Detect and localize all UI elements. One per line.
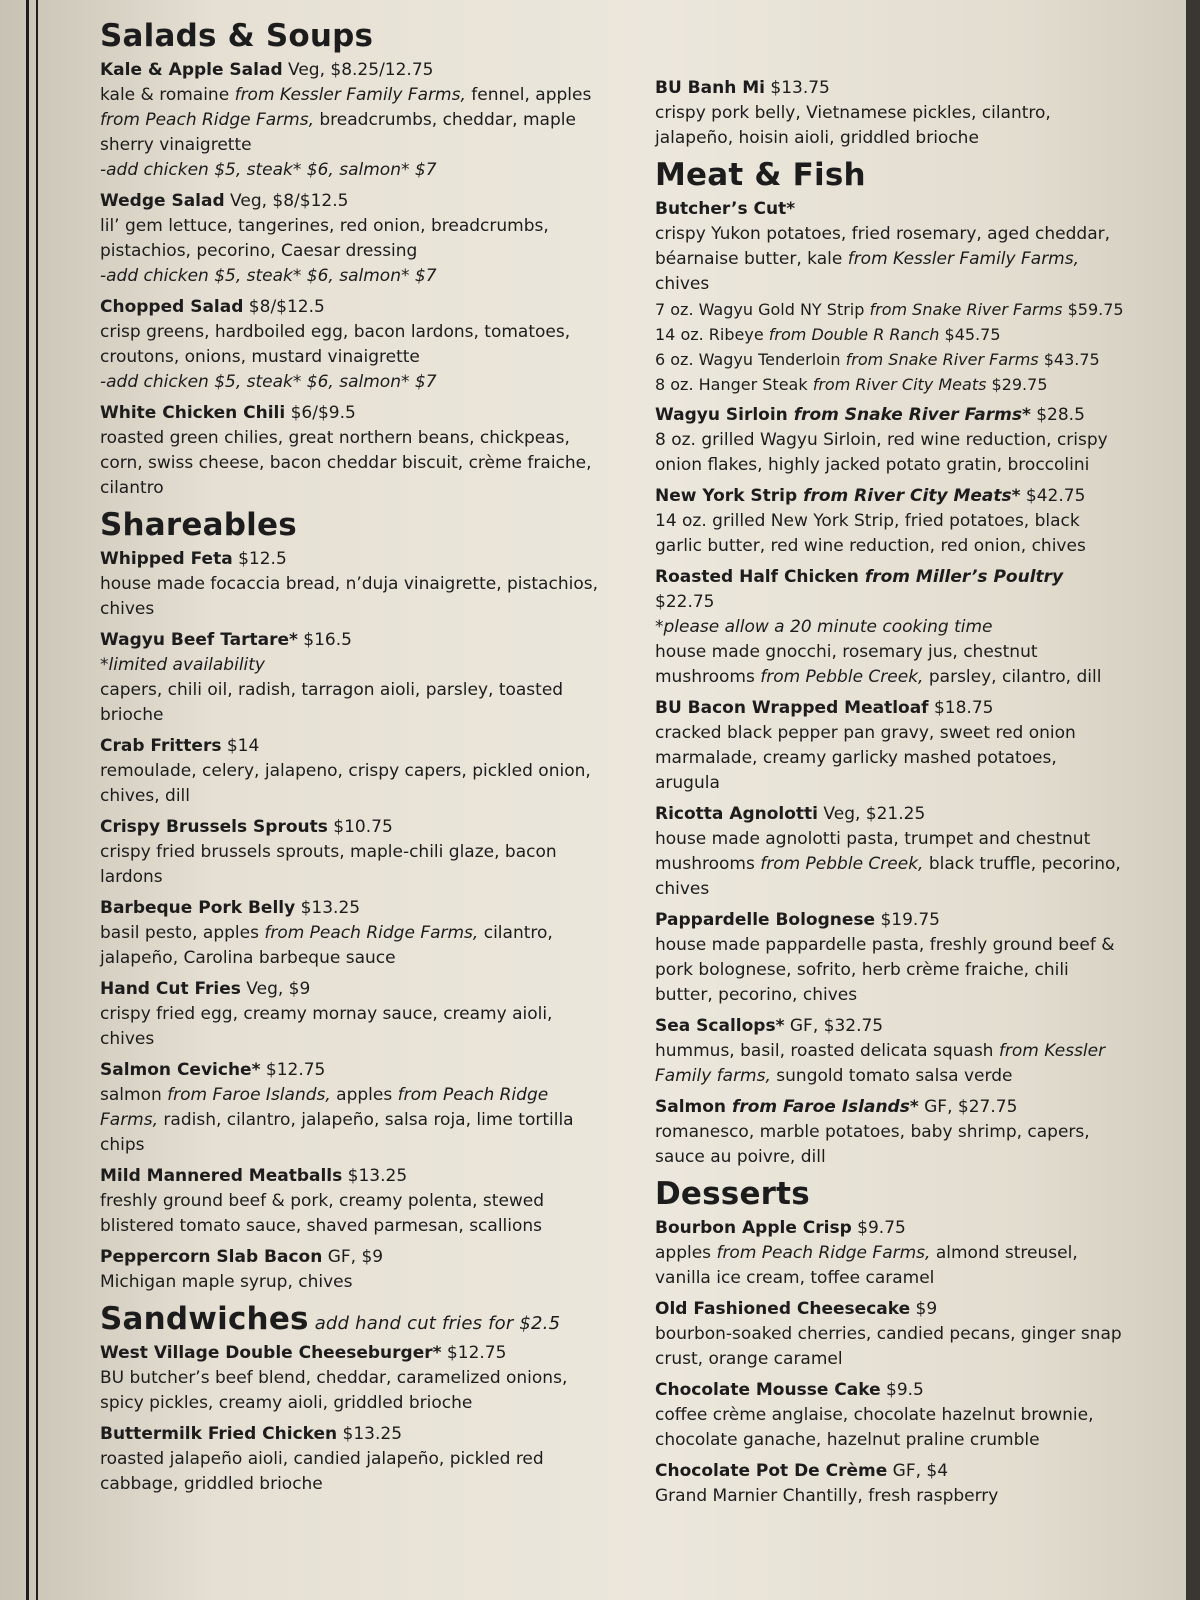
description-text: crisp greens, hardboiled egg, bacon lardons, tomatoes, croutons, onions, mustard vinaigrette bbox=[100, 322, 571, 367]
menu-item bbox=[100, 1341, 600, 1416]
menu-item-name: Ricotta Agnolotti bbox=[655, 804, 819, 824]
description-text: house made gnocchi, rosemary jus, chestnut mushrooms bbox=[655, 642, 1038, 687]
menu-item-price: $12.5 bbox=[232, 549, 287, 569]
menu-item-price: $18.75 bbox=[928, 698, 994, 718]
menu-item bbox=[655, 696, 1125, 796]
menu-item-source: from River City Meats* bbox=[797, 486, 1021, 506]
menu-item-description bbox=[100, 83, 600, 158]
option-source: from River City Meats bbox=[812, 375, 987, 394]
menu-item-name: Roasted Half Chicken bbox=[655, 567, 859, 587]
menu-item-option bbox=[655, 372, 1125, 397]
option-text: $45.75 bbox=[939, 325, 1001, 344]
menu-item bbox=[655, 76, 1125, 151]
menu-item-header bbox=[655, 696, 1125, 721]
description-text: romanesco, marble potatoes, baby shrimp, capers, sauce au poivre, dill bbox=[655, 1122, 1090, 1167]
menu-item-header bbox=[100, 295, 600, 320]
menu-item-header bbox=[100, 628, 600, 653]
description-text: kale & romaine bbox=[100, 85, 235, 105]
menu-item bbox=[655, 1095, 1125, 1170]
description-text: bourbon-soaked cherries, candied pecans, ginger snap crust, orange caramel bbox=[655, 1324, 1122, 1369]
menu-item-name: BU Banh Mi bbox=[655, 78, 765, 98]
option-text: $43.75 bbox=[1038, 350, 1100, 369]
menu-item-name: New York Strip bbox=[655, 486, 798, 506]
section-title bbox=[655, 1176, 1125, 1212]
menu-section-shareables bbox=[100, 507, 600, 1295]
description-text: lil’ gem lettuce, tangerines, red onion, breadcrumbs, pistachios, pecorino, Caesar dressing bbox=[100, 216, 549, 261]
menu-item-description bbox=[100, 214, 600, 264]
menu-item-name: Sea Scallops* bbox=[655, 1016, 785, 1036]
menu-item-price: $19.75 bbox=[875, 910, 940, 930]
description-source: from Peach Ridge Farms, bbox=[264, 923, 479, 943]
menu-item-header bbox=[100, 58, 600, 83]
menu-item-description bbox=[100, 320, 600, 370]
menu-item-description bbox=[655, 222, 1125, 297]
section-title-text: Shareables bbox=[100, 507, 297, 543]
menu-item-price: $12.75 bbox=[260, 1060, 326, 1080]
option-text: 8 oz. Hanger Steak bbox=[655, 375, 813, 394]
menu-item-option bbox=[655, 322, 1125, 347]
menu-item bbox=[655, 1297, 1125, 1372]
menu-item-description bbox=[100, 840, 600, 890]
menu-item bbox=[655, 403, 1125, 478]
menu-item-name: Barbeque Pork Belly bbox=[100, 898, 296, 918]
menu-item bbox=[100, 628, 600, 728]
description-text: Grand Marnier Chantilly, fresh raspberry bbox=[655, 1486, 999, 1506]
menu-item-header bbox=[100, 977, 600, 1002]
menu-item-price: $13.25 bbox=[342, 1166, 408, 1186]
menu-item-header bbox=[100, 734, 600, 759]
menu-item-name: Wedge Salad bbox=[100, 191, 225, 211]
description-text: parsley, cilantro, dill bbox=[923, 667, 1102, 687]
description-text: sungold tomato salsa verde bbox=[770, 1066, 1013, 1086]
menu-item bbox=[100, 401, 600, 501]
description-source: from Kessler Family farms, bbox=[655, 1041, 1106, 1086]
menu-item-price: $13.75 bbox=[764, 78, 830, 98]
description-text: chives bbox=[655, 274, 710, 294]
menu-item bbox=[655, 908, 1125, 1008]
description-text: BU butcher’s beef blend, cheddar, caramelized onions, spicy pickles, creamy aioli, griddled brioche bbox=[100, 1368, 568, 1413]
menu-item-name: Salmon Ceviche* bbox=[100, 1060, 261, 1080]
menu-item bbox=[655, 1014, 1125, 1089]
menu-item-description bbox=[100, 678, 600, 728]
menu-item-description bbox=[100, 1447, 600, 1497]
page-border-line bbox=[26, 0, 29, 1600]
menu-item-header bbox=[655, 1378, 1125, 1403]
option-text: $29.75 bbox=[986, 375, 1048, 394]
menu-item-note: *please allow a 20 minute cooking time bbox=[655, 617, 993, 637]
menu-item-name: Peppercorn Slab Bacon bbox=[100, 1247, 323, 1267]
menu-item-name: Bourbon Apple Crisp bbox=[655, 1218, 852, 1238]
description-text: radish, cilantro, jalapeño, salsa roja, lime tortilla chips bbox=[100, 1110, 574, 1155]
menu-item-price: $22.75 bbox=[655, 592, 715, 612]
option-text: $59.75 bbox=[1062, 300, 1124, 319]
menu-item-price: Veg, $8/$12.5 bbox=[224, 191, 349, 211]
menu-section-meat-fish bbox=[655, 157, 1125, 1170]
menu-item-header bbox=[100, 547, 600, 572]
section-title bbox=[100, 507, 600, 543]
menu-item-description bbox=[100, 921, 600, 971]
menu-item bbox=[100, 815, 600, 890]
menu-item-description bbox=[655, 1120, 1125, 1170]
menu-item-header bbox=[100, 1422, 600, 1447]
menu-item-price: $42.75 bbox=[1020, 486, 1086, 506]
menu-item bbox=[655, 1378, 1125, 1453]
menu-item-name: Chopped Salad bbox=[100, 297, 244, 317]
menu-item-price: $6/$9.5 bbox=[285, 403, 356, 423]
menu-item-source: from Miller’s Poultry bbox=[858, 567, 1064, 587]
menu-item-description bbox=[655, 428, 1125, 478]
menu-item-name: Hand Cut Fries bbox=[100, 979, 241, 999]
description-text: basil pesto, apples bbox=[100, 923, 265, 943]
menu-item-header bbox=[100, 1058, 600, 1083]
description-text: Michigan maple syrup, chives bbox=[100, 1272, 353, 1292]
menu-item-description bbox=[655, 933, 1125, 1008]
menu-item-description bbox=[100, 1270, 600, 1295]
menu-item-name: Chocolate Mousse Cake bbox=[655, 1380, 881, 1400]
menu-item-name: Salmon bbox=[655, 1097, 727, 1117]
menu-item bbox=[655, 484, 1125, 559]
description-text: 8 oz. grilled Wagyu Sirloin, red wine reduction, crispy onion flakes, highly jacked potato gratin, broccolini bbox=[655, 430, 1108, 475]
menu-item bbox=[655, 197, 1125, 397]
description-text: crispy Yukon potatoes, fried rosemary, aged cheddar, béarnaise butter, kale bbox=[655, 224, 1111, 269]
description-text: roasted green chilies, great northern beans, chickpeas, corn, swiss cheese, bacon cheddar biscuit, crème fraiche, cilantro bbox=[100, 428, 592, 498]
menu-item-description bbox=[100, 1002, 600, 1052]
description-text: crispy pork belly, Vietnamese pickles, cilantro, jalapeño, hoisin aioli, griddled brioche bbox=[655, 103, 1051, 148]
menu-item-source: from Snake River Farms* bbox=[787, 405, 1031, 425]
menu-item-description bbox=[655, 721, 1125, 796]
menu-item bbox=[100, 58, 600, 183]
menu-item-name: West Village Double Cheeseburger* bbox=[100, 1343, 442, 1363]
menu-item-description bbox=[655, 1403, 1125, 1453]
menu-item bbox=[100, 977, 600, 1052]
menu-item bbox=[655, 1459, 1125, 1509]
menu-item bbox=[100, 547, 600, 622]
menu-section-desserts bbox=[655, 1176, 1125, 1509]
section-title-text: Meat & Fish bbox=[655, 157, 866, 193]
menu-item-name: Kale & Apple Salad bbox=[100, 60, 283, 80]
menu-left-column bbox=[100, 18, 600, 1503]
menu-item-header bbox=[655, 908, 1125, 933]
page-edge-shadow bbox=[1186, 0, 1200, 1600]
description-text: house made pappardelle pasta, freshly ground beef & pork bolognese, sofrito, herb crème fraiche, chili butter, pecorino, chives bbox=[655, 935, 1115, 1005]
menu-item-name: Wagyu Beef Tartare* bbox=[100, 630, 298, 650]
option-text: 14 oz. Ribeye bbox=[655, 325, 769, 344]
section-title bbox=[100, 1301, 600, 1337]
option-source: from Snake River Farms bbox=[869, 300, 1063, 319]
option-source: from Snake River Farms bbox=[845, 350, 1039, 369]
menu-item-description bbox=[100, 1366, 600, 1416]
menu-item-price: $9.5 bbox=[880, 1380, 924, 1400]
description-text: crispy fried egg, creamy mornay sauce, creamy aioli, chives bbox=[100, 1004, 553, 1049]
description-source: from Kessler Family Farms, bbox=[847, 249, 1080, 269]
description-source: from Peach Ridge Farms, bbox=[100, 1085, 549, 1130]
description-text: coffee crème anglaise, chocolate hazelnut brownie, chocolate ganache, hazelnut praline crumble bbox=[655, 1405, 1094, 1450]
menu-item-price: Veg, $9 bbox=[240, 979, 311, 999]
menu-section-continued bbox=[655, 76, 1125, 151]
description-text: black truffle, pecorino, chives bbox=[655, 854, 1121, 899]
menu-item-addon-note: -add chicken $5, steak* $6, salmon* $7 bbox=[100, 266, 437, 286]
menu-item-price: GF, $9 bbox=[322, 1247, 384, 1267]
option-text: 7 oz. Wagyu Gold NY Strip bbox=[655, 300, 870, 319]
section-title-text: Sandwiches bbox=[100, 1301, 309, 1337]
menu-item-header bbox=[655, 197, 1125, 222]
menu-item-name: Crab Fritters bbox=[100, 736, 222, 756]
menu-item-price: Veg, $8.25/12.75 bbox=[282, 60, 434, 80]
menu-item-header bbox=[100, 1341, 600, 1366]
menu-item-description bbox=[655, 640, 1125, 690]
menu-item-description bbox=[100, 426, 600, 501]
menu-item bbox=[100, 1245, 600, 1295]
menu-item-price: $13.25 bbox=[295, 898, 361, 918]
menu-item-name: Chocolate Pot De Crème bbox=[655, 1461, 888, 1481]
description-source: from Peach Ridge Farms, bbox=[100, 110, 314, 130]
menu-item-price: $28.5 bbox=[1030, 405, 1085, 425]
description-source: from Pebble Creek, bbox=[760, 854, 924, 874]
menu-section-salads-soups bbox=[100, 18, 600, 501]
menu-item-name: White Chicken Chili bbox=[100, 403, 286, 423]
section-title bbox=[100, 18, 600, 54]
description-text: fennel, apples bbox=[465, 85, 592, 105]
description-text: roasted jalapeño aioli, candied jalapeño, pickled red cabbage, griddled brioche bbox=[100, 1449, 544, 1494]
option-source: from Double R Ranch bbox=[768, 325, 940, 344]
menu-item-price: $12.75 bbox=[441, 1343, 507, 1363]
menu-item-description bbox=[100, 759, 600, 809]
page-border-line bbox=[36, 0, 38, 1600]
description-text: hummus, basil, roasted delicata squash bbox=[655, 1041, 999, 1061]
menu-item-header bbox=[655, 565, 1125, 615]
menu-item-description bbox=[655, 1241, 1125, 1291]
description-text: house made focaccia bread, n’duja vinaigrette, pistachios, chives bbox=[100, 574, 598, 619]
section-title-text: Desserts bbox=[655, 1176, 810, 1212]
menu-item-header bbox=[100, 896, 600, 921]
menu-item-description bbox=[655, 1322, 1125, 1372]
menu-item-price: $9 bbox=[910, 1299, 938, 1319]
menu-item-header bbox=[655, 1216, 1125, 1241]
description-text: crispy fried brussels sprouts, maple-chili glaze, bacon lardons bbox=[100, 842, 557, 887]
menu-item bbox=[100, 1422, 600, 1497]
menu-item-header bbox=[655, 403, 1125, 428]
menu-item-header bbox=[655, 1297, 1125, 1322]
menu-item-option bbox=[655, 347, 1125, 372]
menu-item-description bbox=[655, 101, 1125, 151]
menu-item-price: $8/$12.5 bbox=[243, 297, 325, 317]
menu-item-price: $10.75 bbox=[327, 817, 393, 837]
menu-item-name: Butcher’s Cut* bbox=[655, 199, 796, 219]
description-text: apples bbox=[655, 1243, 717, 1263]
menu-item-price: $9.75 bbox=[851, 1218, 906, 1238]
menu-item-description bbox=[655, 1484, 1125, 1509]
menu-item bbox=[100, 896, 600, 971]
description-text: breadcrumbs, cheddar, maple sherry vinaigrette bbox=[100, 110, 576, 155]
description-text: cilantro, jalapeño, Carolina barbeque sauce bbox=[100, 923, 553, 968]
menu-section-sandwiches bbox=[100, 1301, 600, 1497]
description-source: from Kessler Family Farms, bbox=[234, 85, 466, 105]
section-title-text: Salads & Soups bbox=[100, 18, 374, 54]
menu-item-header bbox=[655, 802, 1125, 827]
menu-item-header bbox=[100, 815, 600, 840]
menu-item-description bbox=[100, 1083, 600, 1158]
menu-item-header bbox=[655, 1459, 1125, 1484]
description-text: apples bbox=[330, 1085, 398, 1105]
menu-item-name: BU Bacon Wrapped Meatloaf bbox=[655, 698, 929, 718]
menu-item-price: GF, $4 bbox=[887, 1461, 949, 1481]
menu-item-option bbox=[655, 297, 1125, 322]
description-text: remoulade, celery, jalapeno, crispy capers, pickled onion, chives, dill bbox=[100, 761, 591, 806]
menu-item-name: Pappardelle Bolognese bbox=[655, 910, 876, 930]
menu-item bbox=[100, 1058, 600, 1158]
menu-item-price: $14 bbox=[221, 736, 260, 756]
description-text: salmon bbox=[100, 1085, 168, 1105]
menu-item-header bbox=[100, 401, 600, 426]
menu-item-header bbox=[655, 484, 1125, 509]
description-text: cracked black pepper pan gravy, sweet red onion marmalade, creamy garlicky mashed potatoes, arugula bbox=[655, 723, 1076, 793]
menu-item-header bbox=[100, 1245, 600, 1270]
menu-item-header bbox=[100, 189, 600, 214]
description-source: from Peach Ridge Farms, bbox=[716, 1243, 931, 1263]
menu-item-description bbox=[100, 1189, 600, 1239]
menu-item bbox=[100, 734, 600, 809]
menu-item-price: GF, $27.75 bbox=[918, 1097, 1018, 1117]
section-title bbox=[655, 157, 1125, 193]
menu-item-price: Veg, $21.25 bbox=[818, 804, 926, 824]
description-text: 14 oz. grilled New York Strip, fried potatoes, black garlic butter, red wine reduction, red onion, chives bbox=[655, 511, 1086, 556]
menu-item-note: *limited availability bbox=[100, 655, 265, 675]
menu-item bbox=[100, 295, 600, 395]
menu-item-name: Mild Mannered Meatballs bbox=[100, 1166, 343, 1186]
menu-item-description bbox=[655, 1039, 1125, 1089]
menu-item-addon-note: -add chicken $5, steak* $6, salmon* $7 bbox=[100, 160, 437, 180]
menu-item-name: Wagyu Sirloin bbox=[655, 405, 788, 425]
menu-right-column bbox=[655, 76, 1125, 1515]
menu-item bbox=[655, 565, 1125, 690]
menu-item-description bbox=[100, 572, 600, 622]
menu-item-description bbox=[655, 509, 1125, 559]
menu-item-name: Old Fashioned Cheesecake bbox=[655, 1299, 911, 1319]
menu-item-name: Buttermilk Fried Chicken bbox=[100, 1424, 338, 1444]
menu-item-price: $16.5 bbox=[297, 630, 352, 650]
menu-item-description bbox=[655, 827, 1125, 902]
menu-item-name: Whipped Feta bbox=[100, 549, 233, 569]
menu-item bbox=[655, 1216, 1125, 1291]
menu-item-addon-note: -add chicken $5, steak* $6, salmon* $7 bbox=[100, 372, 437, 392]
menu-item bbox=[100, 189, 600, 289]
description-source: from Faroe Islands, bbox=[167, 1085, 331, 1105]
section-note: add hand cut fries for $2.5 bbox=[314, 1313, 561, 1334]
description-text: house made agnolotti pasta, trumpet and chestnut mushrooms bbox=[655, 829, 1091, 874]
menu-item-header bbox=[655, 76, 1125, 101]
description-source: from Pebble Creek, bbox=[760, 667, 924, 687]
menu-item-price: $13.25 bbox=[337, 1424, 403, 1444]
option-text: 6 oz. Wagyu Tenderloin bbox=[655, 350, 846, 369]
menu-item-price: GF, $32.75 bbox=[784, 1016, 884, 1036]
description-text: capers, chili oil, radish, tarragon aioli, parsley, toasted brioche bbox=[100, 680, 564, 725]
menu-item bbox=[655, 802, 1125, 902]
menu-item-header bbox=[100, 1164, 600, 1189]
menu-item-header bbox=[655, 1014, 1125, 1039]
menu-item bbox=[100, 1164, 600, 1239]
menu-item-name: Crispy Brussels Sprouts bbox=[100, 817, 328, 837]
menu-item-source: from Faroe Islands* bbox=[726, 1097, 919, 1117]
menu-item-header bbox=[655, 1095, 1125, 1120]
description-text: freshly ground beef & pork, creamy polenta, stewed blistered tomato sauce, shaved parmesan, scallions bbox=[100, 1191, 545, 1236]
description-text: almond streusel, vanilla ice cream, toffee caramel bbox=[655, 1243, 1078, 1288]
